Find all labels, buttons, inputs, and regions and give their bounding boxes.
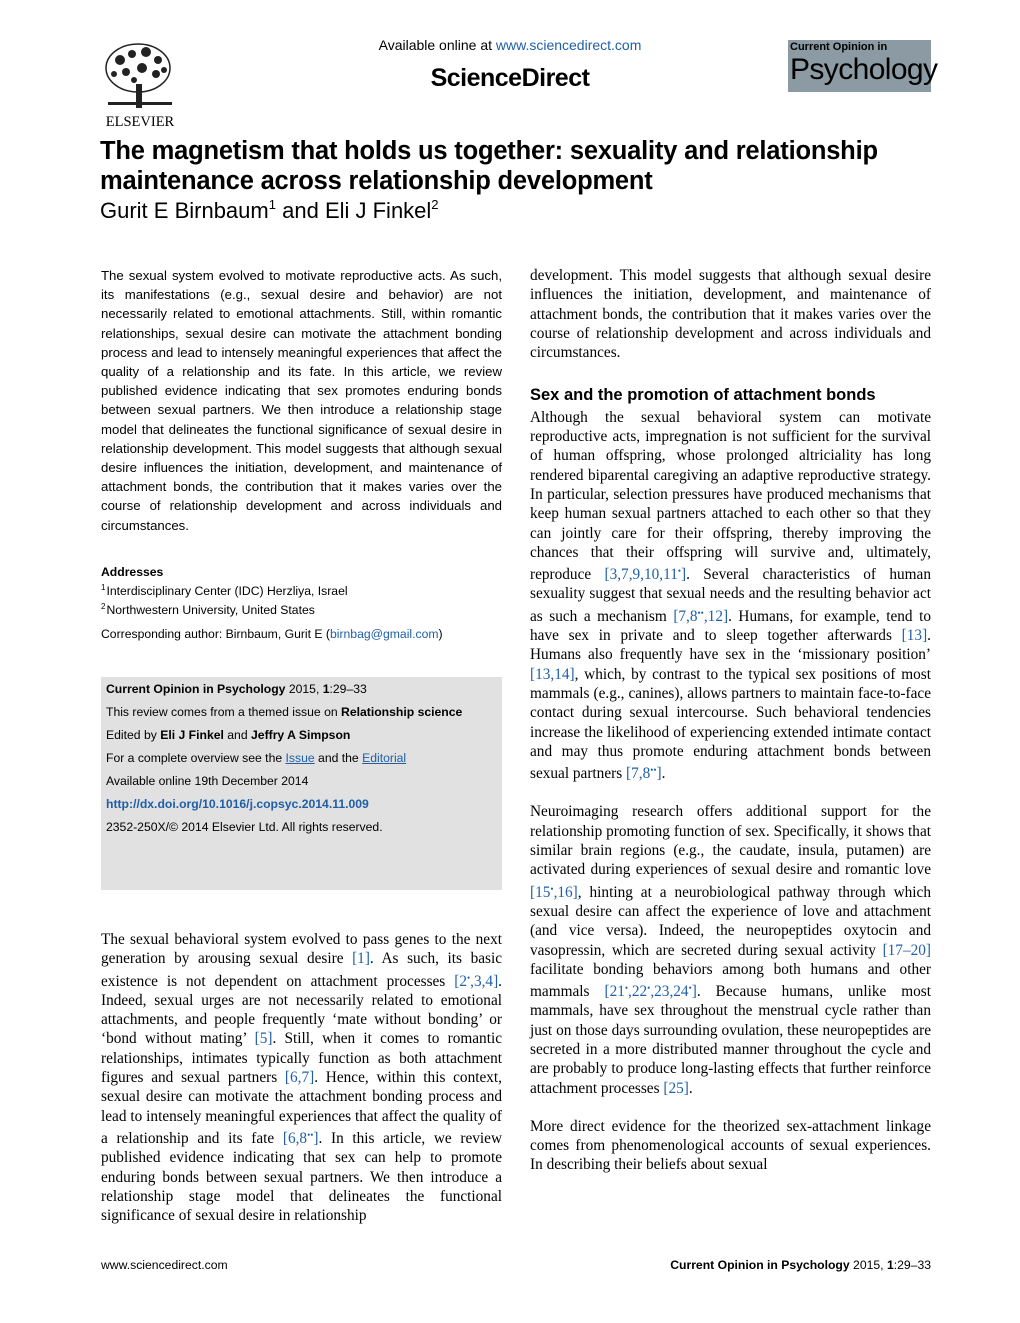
citation-link[interactable]: [3,7,9,10,11•] [604,566,687,584]
citation-link[interactable]: [2•,3,4] [454,972,499,990]
citation-link[interactable]: [17–20] [882,941,931,959]
addresses-heading: Addresses [101,565,164,579]
body-paragraph: Although the sexual behavioral system can motivate reproductive acts, impregnation is not sufficient for the survival of human offspring, whose prolonged altriciality has long rendered biparental caregiving an adaptive reproductive strategy. In particular, selection pressures have produced mechanisms that keep human sexual partners attached to each other so that they can jointly care for their offspring, thereby improving the chances that their offspring will survive and, ultimately, reproduce [3,7,9,10,11•]. Several characteristics of human sexuality suggest that sexual needs and the resulting behavior act as such a mechanism [7,8••,12]. Humans, for example, tend to have sex in private and to sleep together afterwards [13]. Humans also frequently have sex in the ‘missionary position’ [13,14], which, by contrast to the typical sex positions of most mammals (e.g., canines), allows partners to maintain face-to-face contact during sexual intercourse. Such behavioral tendencies increase the likelihood of experiencing extended intimate contact and may thus promote enduring attachment bonds between sexual partners [7,8••]. [530,408,931,783]
intro-paragraph: The sexual behavioral system evolved to pass genes to the next generation by arousing sexual desire [1]. As such, its basic existence is not dependent on attachment processes [2•,3,4]. Indeed, sexual urges are not necessarily related to emotional attachments, and people frequently ‘mate without bonding’ or ‘bond without mating’ [5]. Still, when it comes to romantic relationships, intimates typically function as both attachment figures and sexual partners [6,7]. Hence, within this context, sexual desire can motivate the attachment bonding process and lead to intensely meaningful experiences that affect the quality of a relationship and its fate [6,8••]. In this article, we review published evidence indicating that sex can help to promote enduring bonds between sexual partners. We then introduce a relationship stage model that delineates the functional significance of sexual desire in relationship [101,931,503,1225]
citation-link[interactable]: [5] [254,1030,273,1048]
author-conjunction: and [282,198,319,223]
corresponding-author: Corresponding author: Birnbaum, Gurit E (birnbag@gmail.com) [101,627,443,641]
available-prefix: Available online at [378,37,492,53]
continuation-paragraph: development. This model suggests that although sexual desire influences the initiation, development, and maintenance of attachment bonds, the contribution that it makes varies over the course of relationship development and across individuals and circumstances. [530,267,931,362]
citation-link[interactable]: [13,14] [530,665,575,683]
sciencedirect-link[interactable]: www.sciencedirect.com [495,37,642,53]
article-info-box [101,677,502,890]
right-column [530,266,931,1175]
available-date: Available online 19th December 2014 [106,774,309,788]
overview-line: For a complete overview see the Issue and the Editorial [106,751,407,765]
email-link[interactable]: birnbag@gmail.com [329,627,439,641]
editors-line: Edited by Eli J Finkel and Jeffry A Simpson [106,728,351,742]
body-paragraph: More direct evidence for the theorized sex-attachment linkage comes from phenomenological accounts of sexual experiences. In describing their beliefs about sexual [530,1117,931,1174]
citation-link[interactable]: [15•,16] [530,883,578,901]
section-heading: Sex and the promotion of attachment bonds [530,386,876,405]
citation-link[interactable]: [7,8••] [626,765,662,783]
body-paragraph: Neuroimaging research offers additional support for the relationship promoting function of sex. Specifically, it shows that similar brain regions (e.g., the caudate, insula, putamen) are activated during experiences of sexual desire and romantic love [15•,16], hinting at a neurobiological pathway through which sexual desire can affect the experience of love and attachment (and vice versa). Indeed, the neuropeptides oxytocin and vasopressin, which are secreted during sexual activity [17–20] facilitate bonding behaviors among both humans and other mammals [21•,22•,23,24•]. Because humans, unlike most mammals, have sex throughout the menstrual cycle rather than just on those days surrounding ovulation, these neuropeptides are secreted in a more distributed manner throughout the cycle and are probably to produce long-lasting effects that further reinforce attachment processes [25]. [530,803,931,1097]
address-line: $^1$Interdisciplinary Center (IDC) Herzliya, Israel [101,583,348,598]
footer-citation: Current Opinion in Psychology 2015, 1:29–33 [670,1258,931,1272]
affiliation-marker: 1 [268,197,276,212]
journal-logo-top: Current Opinion in [790,41,888,53]
citation-link[interactable]: [6,8••] [282,1129,319,1147]
doi-link[interactable]: http://dx.doi.org/10.1016/j.copsyc.2014.11.009 [106,797,369,811]
citation-link[interactable]: [7,8••,12] [673,607,729,625]
affiliation-marker: 2 [431,197,439,212]
editorial-link[interactable]: Editorial [362,751,407,765]
journal-logo [788,40,938,92]
citation-link[interactable]: [13] [901,627,928,645]
copyright: 2352-250X/© 2014 Elsevier Ltd. All rights reserved. [106,820,383,834]
citation-link[interactable]: [6,7] [284,1069,315,1087]
publisher-name: ELSEVIER [105,114,175,130]
theme-line: This review comes from a themed issue on Relationship science [106,705,463,719]
sciencedirect-brand: ScienceDirect [430,64,590,92]
author-name[interactable]: Gurit E Birnbaum [100,198,269,223]
citation-link[interactable]: [1] [352,950,370,968]
citation-line: Current Opinion in Psychology 2015, 1:29–33 [106,682,367,696]
abstract: The sexual system evolved to motivate reproductive acts. As such, its manifestations (e.g., sexual desire and behavior) are not necessarily related to emotional attachments. Still, within romantic relationships, sexual desire can motivate the attachment bonding process and lead to intensely meaningful experiences that affect the quality of a relationship and its fate. In this article, we review published evidence indicating that sex promotes enduring bonds between sexual partners. We then introduce a relationship stage model that delineates the functional significance of sexual desire in relationship development. This model suggests that although sexual desire influences the initiation, development, and maintenance of attachment bonds, the contribution that it makes varies over the course of relationship development and across individuals and circumstances. [101,268,502,533]
citation-link[interactable]: [25] [663,1079,689,1097]
article-title: The magnetism that holds us together: sexuality and relationship maintenance across relationship development [100,137,878,195]
footer-url[interactable]: www.sciencedirect.com [101,1258,228,1272]
author-name[interactable]: Eli J Finkel [324,198,432,223]
issue-link[interactable]: Issue [285,751,315,765]
citation-link[interactable]: [21•,22•,23,24•] [604,983,697,1001]
masthead [0,0,1020,135]
address-line: $^2$Northwestern University, United States [101,602,315,617]
author-list [100,197,439,224]
addresses [101,564,502,618]
journal-logo-name: Psychology [790,53,938,86]
